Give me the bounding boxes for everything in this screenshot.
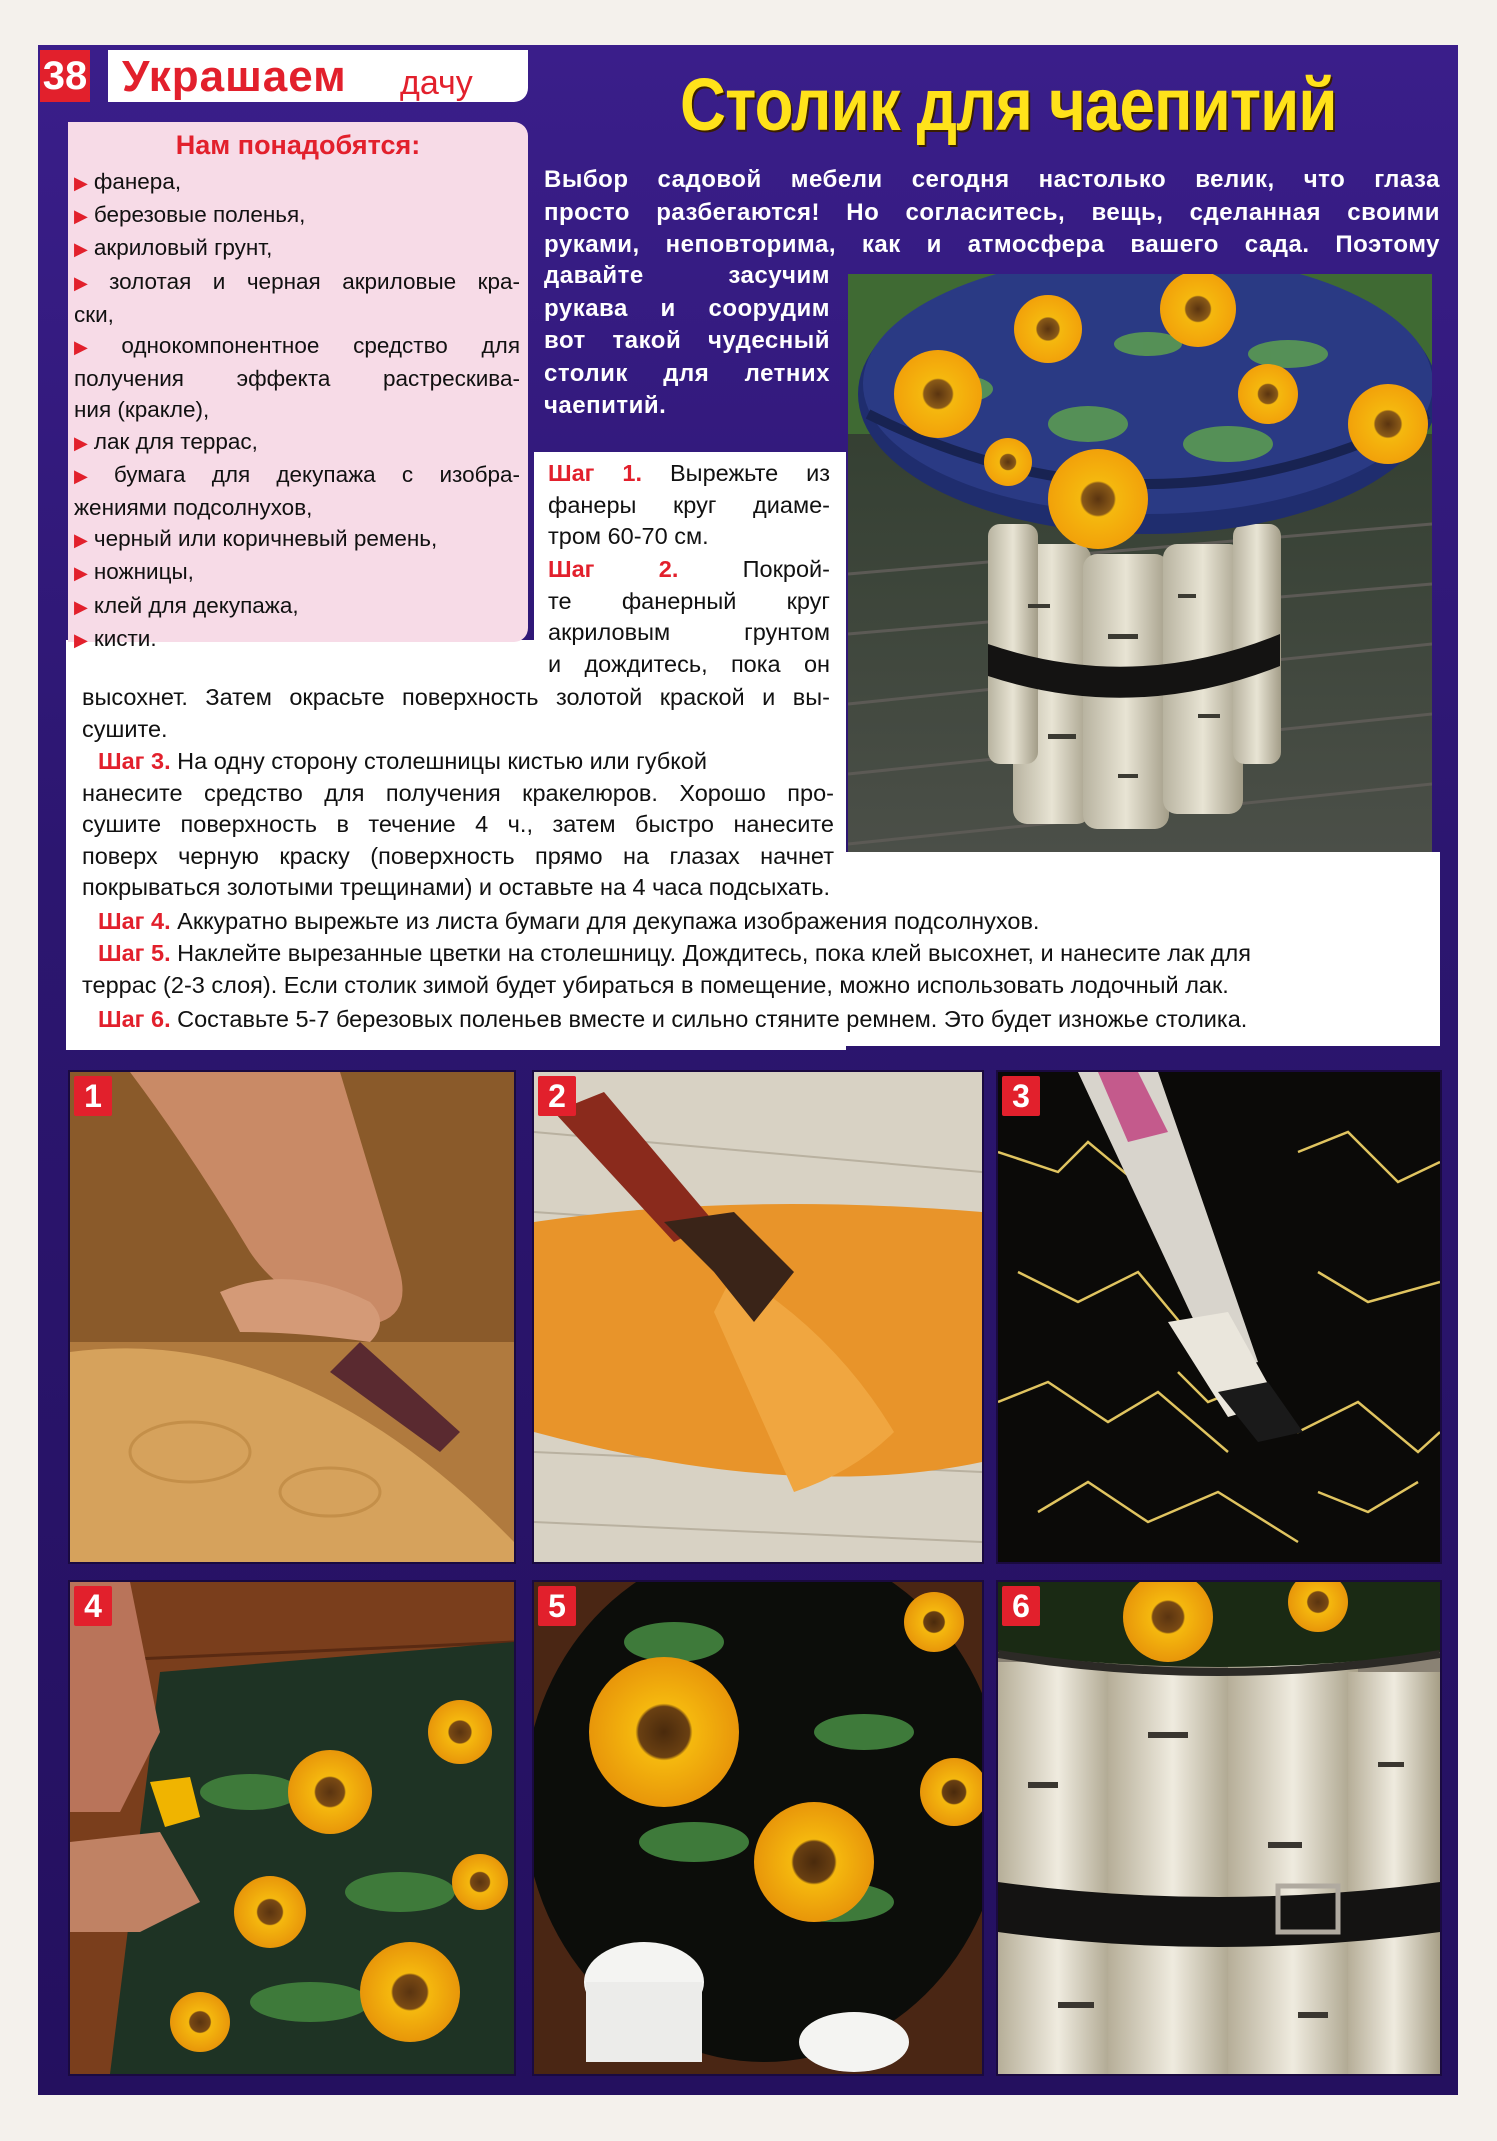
materials-item-label: ния (кракле), bbox=[74, 397, 210, 423]
intro-line: столик для летних bbox=[544, 359, 830, 387]
materials-item bbox=[74, 199, 520, 232]
intro-line: руками, неповторима, как и атмосфера вашего сада. Поэтому bbox=[544, 231, 1440, 258]
materials-item-label: ски, bbox=[74, 301, 114, 327]
materials-item-label: получения эффекта растрескива- bbox=[74, 366, 520, 392]
step-6-text: Составьте 5-7 березовых поленьев вместе и сильно стяните ремнем. Это будет изножье столика. bbox=[177, 1006, 1248, 1032]
step-3-text: На одну сторону столешницы кистью или губкой bbox=[177, 748, 707, 774]
bullet-arrow-icon: ▶ bbox=[74, 337, 116, 358]
step-2-text: сушите. bbox=[82, 715, 168, 742]
step-3-text: покрываться золотыми трещинами) и оставьте на 4 часа подсыхать. bbox=[82, 874, 831, 900]
page-number: 38 bbox=[40, 50, 90, 102]
step-4-text: Аккуратно вырежьте из листа бумаги для декупажа изображения подсолнухов. bbox=[177, 908, 1040, 934]
photo-6-svg bbox=[998, 1582, 1440, 2074]
section-tag-bold: Украшаем bbox=[122, 52, 347, 101]
hero-photo-svg bbox=[848, 274, 1432, 852]
bullet-arrow-icon: ▶ bbox=[74, 465, 108, 486]
bullet-arrow-icon: ▶ bbox=[74, 272, 104, 293]
bullet-arrow-icon: ▶ bbox=[74, 432, 88, 453]
intro-paragraph bbox=[544, 164, 1440, 262]
materials-item-label: кисти. bbox=[93, 625, 157, 651]
photo-number: 1 bbox=[74, 1076, 112, 1116]
step-1-label: Шаг 1. bbox=[548, 460, 643, 486]
step-3-text: нанесите средство для получения кракелюров. Хорошо про- bbox=[82, 779, 834, 806]
photo-step-5-glued-sunflowers bbox=[532, 1580, 984, 2076]
step-5 bbox=[82, 938, 1422, 1001]
materials-item-label: ножницы, bbox=[93, 559, 194, 585]
materials-item-label: акриловый грунт, bbox=[93, 235, 273, 261]
materials-item bbox=[74, 556, 520, 589]
step-2 bbox=[548, 554, 830, 680]
materials-item bbox=[74, 623, 520, 656]
step-1-text: фанеры круг диаме- bbox=[548, 491, 830, 518]
materials-item-label: золотая и черная акриловые кра- bbox=[109, 268, 521, 294]
intro-line: чаепитий. bbox=[544, 392, 667, 419]
materials-item bbox=[74, 330, 520, 363]
bullet-arrow-icon: ▶ bbox=[74, 596, 88, 617]
intro-line: давайте засучим bbox=[544, 262, 830, 289]
bullet-arrow-icon: ▶ bbox=[74, 530, 88, 551]
section-tag bbox=[108, 50, 528, 102]
step-3-text: поверх черную краску (поверхность прямо на глазах начнет bbox=[82, 842, 834, 869]
step-2-continued bbox=[82, 682, 830, 745]
photo-number: 4 bbox=[74, 1586, 112, 1626]
photo-step-4-cutting-sunflowers bbox=[68, 1580, 516, 2076]
section-tag-light: дачу bbox=[400, 64, 473, 102]
photo-step-6-birch-legs bbox=[996, 1580, 1442, 2076]
hero-photo-finished-table bbox=[848, 274, 1432, 852]
materials-item-label: бумага для декупажа с изобра- bbox=[113, 461, 520, 487]
materials-item bbox=[74, 266, 520, 299]
bullet-arrow-icon: ▶ bbox=[74, 239, 88, 260]
bullet-arrow-icon: ▶ bbox=[74, 629, 88, 650]
photo-2-svg bbox=[534, 1072, 982, 1562]
materials-heading: Нам понадобятся: bbox=[175, 130, 421, 160]
materials-item bbox=[74, 492, 520, 523]
materials-item bbox=[74, 590, 520, 623]
materials-box bbox=[68, 122, 528, 651]
bullet-arrow-icon: ▶ bbox=[74, 173, 88, 193]
bullet-arrow-icon: ▶ bbox=[74, 206, 88, 227]
intro-narrow bbox=[544, 260, 830, 423]
step-2-label: Шаг 2. bbox=[548, 556, 679, 582]
materials-item bbox=[74, 363, 520, 394]
photo-step-3-crackle-black bbox=[996, 1070, 1442, 1564]
materials-item-label: лак для террас, bbox=[93, 428, 258, 454]
intro-line: Выбор садовой мебели сегодня настолько велик, что глаза bbox=[544, 166, 1440, 193]
materials-item bbox=[74, 299, 520, 330]
step-2-text: Покрой- bbox=[742, 556, 830, 582]
step-2-text: акриловым грунтом bbox=[548, 619, 830, 645]
step-3-text: сушите поверхность в течение 4 ч., затем быстро нанесите bbox=[82, 811, 834, 837]
step-5-text: террас (2-3 слоя). Если столик зимой будет убираться в помещение, можно использовать лодочный лак. bbox=[82, 971, 1229, 998]
photo-1-svg bbox=[70, 1072, 514, 1562]
intro-line: рукава и соорудим bbox=[544, 294, 830, 322]
step-3-label: Шаг 3. bbox=[98, 748, 171, 774]
article-title: Столик для чаепитий bbox=[680, 63, 1337, 146]
materials-list bbox=[74, 166, 520, 656]
step-2-text: те фанерный круг bbox=[548, 587, 830, 614]
materials-item-label: черный или коричневый ремень, bbox=[93, 526, 438, 552]
materials-item bbox=[74, 232, 520, 265]
photo-step-1-cutting-plywood bbox=[68, 1070, 516, 1564]
photo-3-svg bbox=[998, 1072, 1440, 1562]
materials-item-label: березовые поленья, bbox=[93, 202, 306, 228]
photo-step-2-painting-gold bbox=[532, 1070, 984, 1564]
step-4 bbox=[98, 906, 1428, 938]
step-2-text: высохнет. Затем окрасьте поверхность золотой краской и вы- bbox=[82, 684, 830, 710]
step-3 bbox=[82, 746, 834, 904]
step-6 bbox=[98, 1004, 1438, 1036]
materials-item-label: фанера, bbox=[93, 169, 182, 194]
materials-item-label: клей для декупажа, bbox=[93, 592, 299, 618]
materials-item bbox=[74, 394, 520, 425]
materials-item bbox=[74, 166, 520, 199]
step-6-label: Шаг 6. bbox=[98, 1006, 171, 1032]
photo-5-svg bbox=[534, 1582, 982, 2074]
photo-number: 6 bbox=[1002, 1586, 1040, 1626]
bullet-arrow-icon: ▶ bbox=[74, 563, 88, 584]
materials-item bbox=[74, 426, 520, 459]
step-2-text: и дождитесь, пока он bbox=[548, 650, 830, 677]
step-5-label: Шаг 5. bbox=[98, 940, 171, 966]
photo-number: 3 bbox=[1002, 1076, 1040, 1116]
materials-item bbox=[74, 459, 520, 492]
step-4-label: Шаг 4. bbox=[98, 908, 171, 934]
intro-line: вот такой чудесный bbox=[544, 327, 830, 354]
intro-line: просто разбегаются! Но согласитесь, вещь, сделанная своими bbox=[544, 198, 1440, 226]
step-1-text: Вырежьте из bbox=[670, 460, 830, 486]
materials-item-label: однокомпонентное средство для bbox=[121, 333, 520, 359]
photo-number: 5 bbox=[538, 1586, 576, 1626]
step-5-text: Наклейте вырезанные цветки на столешницу. Дождитесь, пока клей высохнет, и нанесите лак для bbox=[177, 940, 1251, 966]
materials-item bbox=[74, 523, 520, 556]
step-1-text: тром 60-70 см. bbox=[548, 523, 709, 549]
photo-4-svg bbox=[70, 1582, 514, 2074]
photo-number: 2 bbox=[538, 1076, 576, 1116]
step-1 bbox=[548, 458, 830, 553]
materials-item-label: жениями подсолнухов, bbox=[74, 495, 313, 521]
